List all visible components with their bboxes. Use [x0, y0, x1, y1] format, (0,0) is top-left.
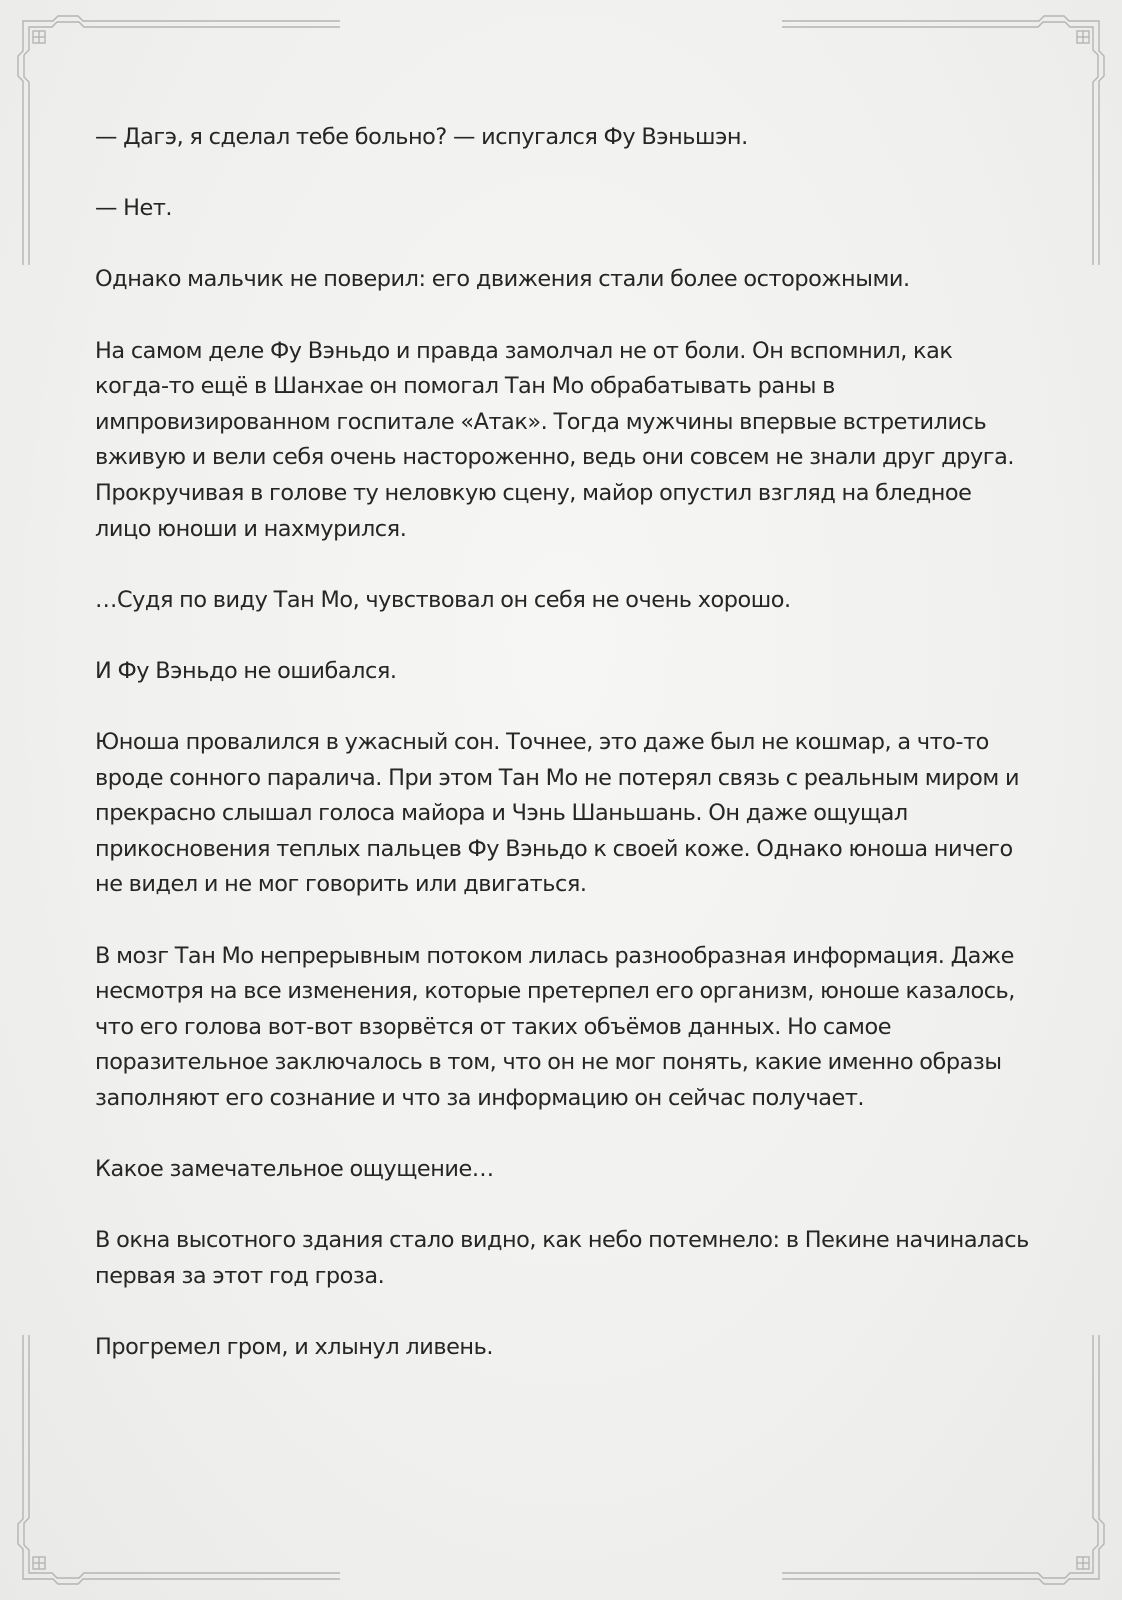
paragraph: В мозг Тан Мо непрерывным потоком лилась разнообразная информация. Даже несмотря на все изменения, которые претерпел его организм, юноше казалось, что его голова вот-вот взорвётся от таких объёмов данных. Но самое поразительное заключалось в том, что он не мог понять, какие именно образы заполняют его сознание и что за информацию он сейчас получает.	[95, 942, 1015, 1112]
paragraph: На самом деле Фу Вэньдо и правда замолчал не от боли. Он вспомнил, как когда-то ещё в Шанхае он помогал Тан Мо обрабатывать раны в импровизированном госпитале «Атак». Тогда мужчины впервые встретились вживую и вели себя очень настороженно, ведь они совсем не знали друг друга. Прокручивая в голове ту неловкую сцену, майор опустил взгляд на бледное лицо юноши и нахмурился.	[95, 337, 1015, 542]
paragraph: Прогремел гром, и хлынул ливень.	[95, 1334, 494, 1361]
paragraph: — Дагэ, я сделал тебе больно? — испугался Фу Вэньшэн.	[95, 124, 748, 150]
paragraph: В окна высотного здания стало видно, как небо потемнело: в Пекине начиналась первая за этот год гроза.	[95, 1227, 1029, 1289]
story-text	[95, 120, 1030, 1401]
paragraph: — Нет.	[95, 195, 173, 222]
paragraph: Юноша провалился в ужасный сон. Точнее, это даже был не кошмар, а что-то вроде сонного паралича. При этом Тан Мо не потерял связь с реальным миром и прекрасно слышал голоса майора и Чэнь Шаньшань. Он даже ощущал прикосновения теплых пальцев Фу Вэньдо к своей коже. Однако юноша ничего не видел и не мог говорить или двигаться.	[95, 729, 1020, 898]
paragraph: Однако мальчик не поверил: его движения стали более осторожными.	[95, 266, 910, 293]
paragraph: И Фу Вэньдо не ошибался.	[95, 657, 397, 684]
paragraph: Какое замечательное ощущение…	[95, 1156, 494, 1183]
paragraph: …Судя по виду Тан Мо, чувствовал он себя не очень хорошо.	[95, 586, 791, 613]
